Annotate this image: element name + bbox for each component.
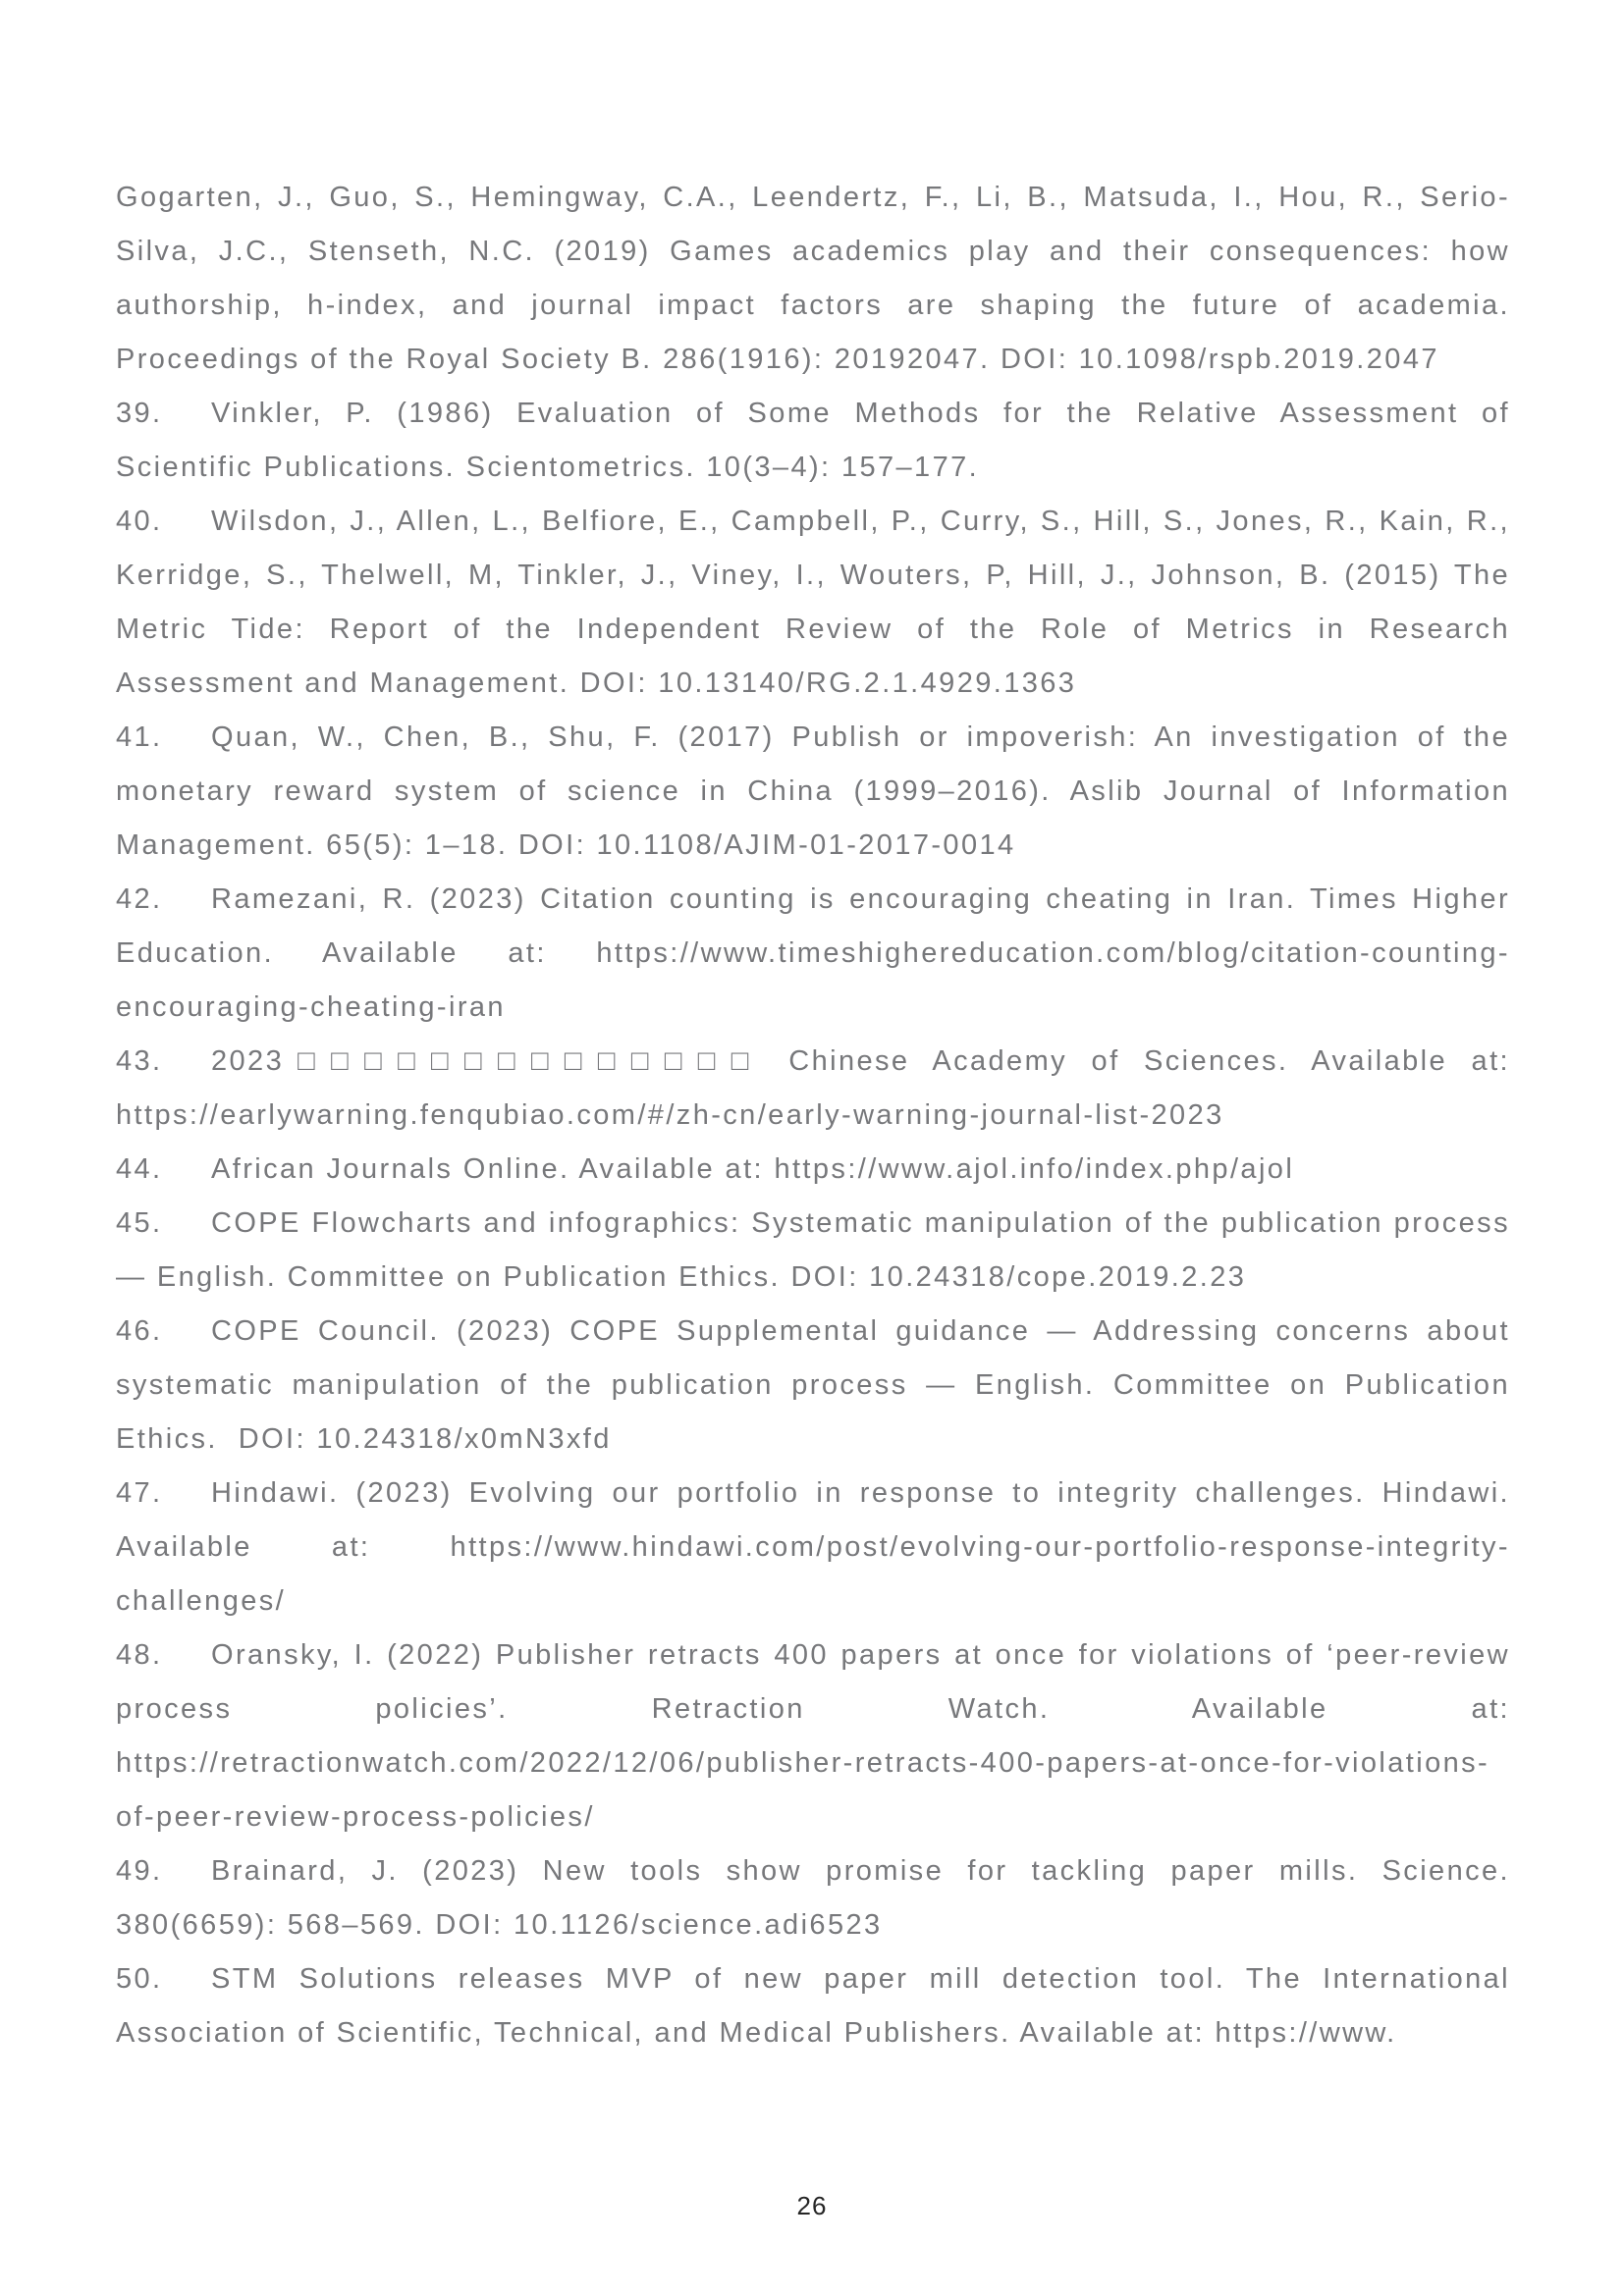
reference-text: Brainard, J. (2023) New tools show promise for tackling paper mills. Science. 380(6659): 568–569. DOI: 10.1126/science.adi6523 — [116, 1855, 1510, 1941]
reference-number: 46. — [116, 1315, 163, 1347]
reference-text: Quan, W., Chen, B., Shu, F. (2017) Publish or impoverish: An investigation of the monetary reward system of science in China (1999–2016). Aslib Journal of Information Management. 65(5): 1–18. DOI: 10.1108/AJIM-01-2017-0014 — [116, 721, 1510, 861]
reference-item — [116, 1952, 1510, 2060]
reference-item — [116, 873, 1510, 1035]
reference-item — [116, 1035, 1510, 1143]
reference-item — [116, 1143, 1510, 1197]
reference-item — [116, 171, 1510, 387]
references-list — [116, 171, 1510, 2060]
reference-item — [116, 1467, 1510, 1629]
reference-text: STM Solutions releases MVP of new paper mill detection tool. The International Association of Scientific, Technical, and Medical Publishers. Available at: https://www. — [116, 1963, 1510, 2049]
reference-item — [116, 387, 1510, 495]
reference-text: COPE Council. (2023) COPE Supplemental guidance — Addressing concerns about systematic manipulation of the publication process — English. Committee on Publication Ethics. DOI: 10.24318/x0mN3xfd — [116, 1315, 1510, 1455]
reference-text: COPE Flowcharts and infographics: Systematic manipulation of the publication process — English. Committee on Publication Ethics. DOI: 10.24318/cope.2019.2.23 — [116, 1207, 1510, 1293]
reference-number: 47. — [116, 1477, 163, 1509]
reference-item — [116, 1844, 1510, 1952]
reference-number: 49. — [116, 1855, 163, 1887]
reference-item — [116, 711, 1510, 873]
reference-item — [116, 1197, 1510, 1305]
reference-item — [116, 1629, 1510, 1844]
reference-number: 40. — [116, 506, 163, 537]
reference-number: 43. — [116, 1045, 163, 1077]
page-number: 26 — [796, 2191, 828, 2220]
reference-number: 45. — [116, 1207, 163, 1239]
reference-text: Ramezani, R. (2023) Citation counting is encouraging cheating in Iran. Times Higher Education. Available at: https://www.timeshighereducation.com/blog/citation-counting-encouraging-cheating-iran — [116, 883, 1510, 1023]
reference-number: 48. — [116, 1639, 163, 1671]
reference-item — [116, 495, 1510, 711]
reference-text: Gogarten, J., Guo, S., Hemingway, C.A., Leendertz, F., Li, B., Matsuda, I., Hou, R., Serio-Silva, J.C., Stenseth, N.C. (2019) Games academics play and their consequences: how authorship, h-index, and journal impact factors are shaping the future of academia. Proceedings of the Royal Society B. 286(1916): 20192047. DOI: 10.1098/rspb.2019.2047 — [116, 182, 1510, 375]
reference-number: 44. — [116, 1153, 163, 1185]
reference-text: 2023□□□□□□□□□□□□□□ Chinese Academy of Sciences. Available at: https://earlywarning.fenqubiao.com/#/zh-cn/early-warning-journal-list-2023 — [116, 1045, 1510, 1131]
reference-number: 50. — [116, 1963, 163, 1995]
reference-number: 39. — [116, 398, 163, 429]
reference-text: Wilsdon, J., Allen, L., Belfiore, E., Campbell, P., Curry, S., Hill, S., Jones, R., Kain, R., Kerridge, S., Thelwell, M, Tinkler, J., Viney, I., Wouters, P, Hill, J., Johnson, B. (2015) The Metric Tide: Report of the Independent Review of the Role of Metrics in Research Assessment and Management. DOI: 10.13140/RG.2.1.4929.1363 — [116, 506, 1510, 699]
reference-text: Vinkler, P. (1986) Evaluation of Some Methods for the Relative Assessment of Scientific Publications. Scientometrics. 10(3–4): 157–177. — [116, 398, 1510, 483]
reference-text: Oransky, I. (2022) Publisher retracts 400 papers at once for violations of ‘peer-review process policies’. Retraction Watch. Available at: https://retractionwatch.com/2022/12/06/publisher-retracts-400-papers-at-once-for-violations-of-peer-review-process-policies/ — [116, 1639, 1510, 1833]
reference-number: 41. — [116, 721, 163, 753]
reference-number: 42. — [116, 883, 163, 915]
reference-text: African Journals Online. Available at: https://www.ajol.info/index.php/ajol — [211, 1153, 1295, 1185]
reference-text: Hindawi. (2023) Evolving our portfolio in response to integrity challenges. Hindawi. Available at: https://www.hindawi.com/post/evolving-our-portfolio-response-integrity-challenges/ — [116, 1477, 1510, 1617]
reference-item — [116, 1305, 1510, 1467]
